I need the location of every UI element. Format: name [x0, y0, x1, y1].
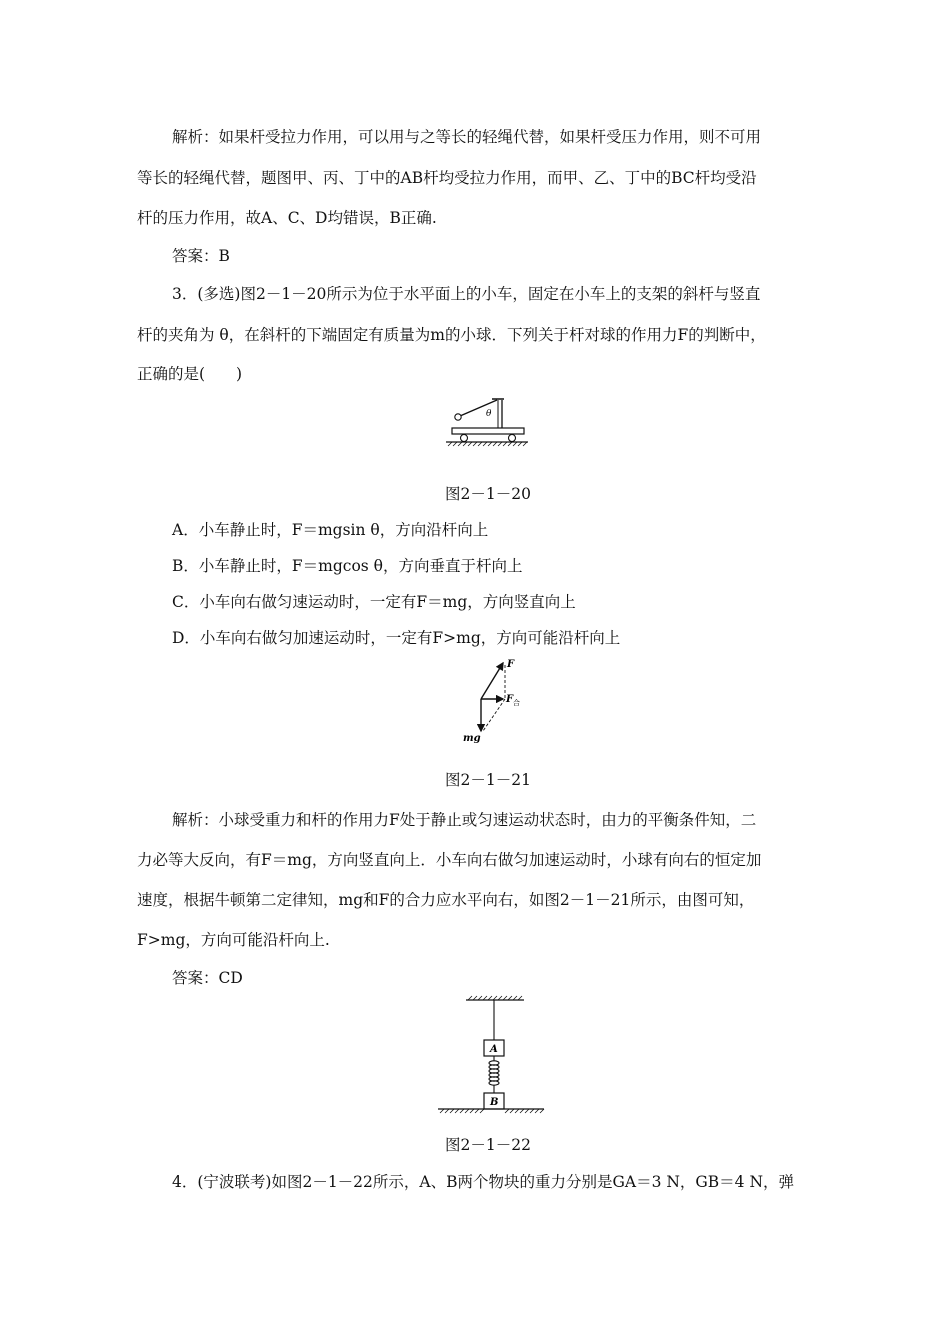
wheel-left	[461, 435, 468, 442]
analysis1-line-3: 杆的压力作用，故A、C、D均错误，B正确.	[137, 209, 437, 227]
label-F: F	[507, 659, 515, 670]
cart-body	[452, 428, 524, 434]
answer1: 答案：B	[172, 247, 230, 265]
figure-2-1-21	[455, 655, 535, 745]
force-F-arrow	[481, 663, 503, 699]
question4-line-1: 4．(宁波联考)如图2－1－22所示，A、B两个物块的重力分别是GA＝3 N，GB＝4 N，弹	[172, 1173, 795, 1191]
option-b: B．小车静止时，F＝mgcos θ，方向垂直于杆向上	[172, 557, 523, 575]
question3-line-1: 3．(多选)图2－1－20所示为位于水平面上的小车，固定在小车上的支架的斜杆与竖直	[172, 285, 761, 303]
label-mg: mg	[463, 733, 481, 744]
answer3: 答案：CD	[172, 969, 243, 987]
analysis1-line-1: 解析：如果杆受拉力作用，可以用与之等长的轻绳代替，如果杆受压力作用，则不可用	[172, 128, 762, 146]
dashed-diagonal	[483, 699, 505, 731]
slanted-rod	[460, 400, 497, 416]
spring	[489, 1056, 499, 1093]
ball	[455, 414, 461, 420]
analysis3-line-1: 解析：小球受重力和杆的作用力F处于静止或匀速运动状态时，由力的平衡条件知，二	[172, 811, 757, 829]
theta-label: θ	[486, 409, 492, 419]
caption-2-1-21: 图2－1－21	[445, 771, 531, 789]
block-A-label: A	[490, 1044, 498, 1055]
analysis3-line-3: 速度，根据牛顿第二定律知，mg和F的合力应水平向右，如图2－1－21所示，由图可知，	[137, 891, 755, 909]
question3-line-3: 正确的是( )	[137, 365, 243, 383]
figure-2-1-22	[432, 993, 552, 1118]
option-d: D．小车向右做匀加速运动时，一定有F>mg，方向可能沿杆向上	[172, 629, 621, 647]
label-Fhe: F	[506, 694, 514, 705]
caption-2-1-20: 图2－1－20	[445, 485, 531, 503]
figure-2-1-20	[440, 390, 530, 452]
analysis1-line-2: 等长的轻绳代替，题图甲、丙、丁中的AB杆均受拉力作用，而甲、乙、丁中的BC杆均受沿	[137, 169, 757, 187]
caption-2-1-22: 图2－1－22	[445, 1136, 531, 1154]
analysis3-line-4: F>mg，方向可能沿杆向上.	[137, 931, 330, 949]
option-c: C．小车向右做匀速运动时，一定有F＝mg，方向竖直向上	[172, 593, 576, 611]
label-Fhe-sub: 合	[513, 699, 520, 707]
question3-line-2: 杆的夹角为 θ，在斜杆的下端固定有质量为m的小球．下列关于杆对球的作用力F的判断中，	[137, 326, 766, 344]
analysis3-line-2: 力必等大反向，有F＝mg，方向竖直向上．小车向右做匀加速运动时，小球有向右的恒定加	[137, 851, 762, 869]
wheel-right	[509, 435, 516, 442]
block-B-label: B	[490, 1097, 499, 1108]
option-a: A．小车静止时，F＝mgsin θ，方向沿杆向上	[172, 521, 489, 539]
